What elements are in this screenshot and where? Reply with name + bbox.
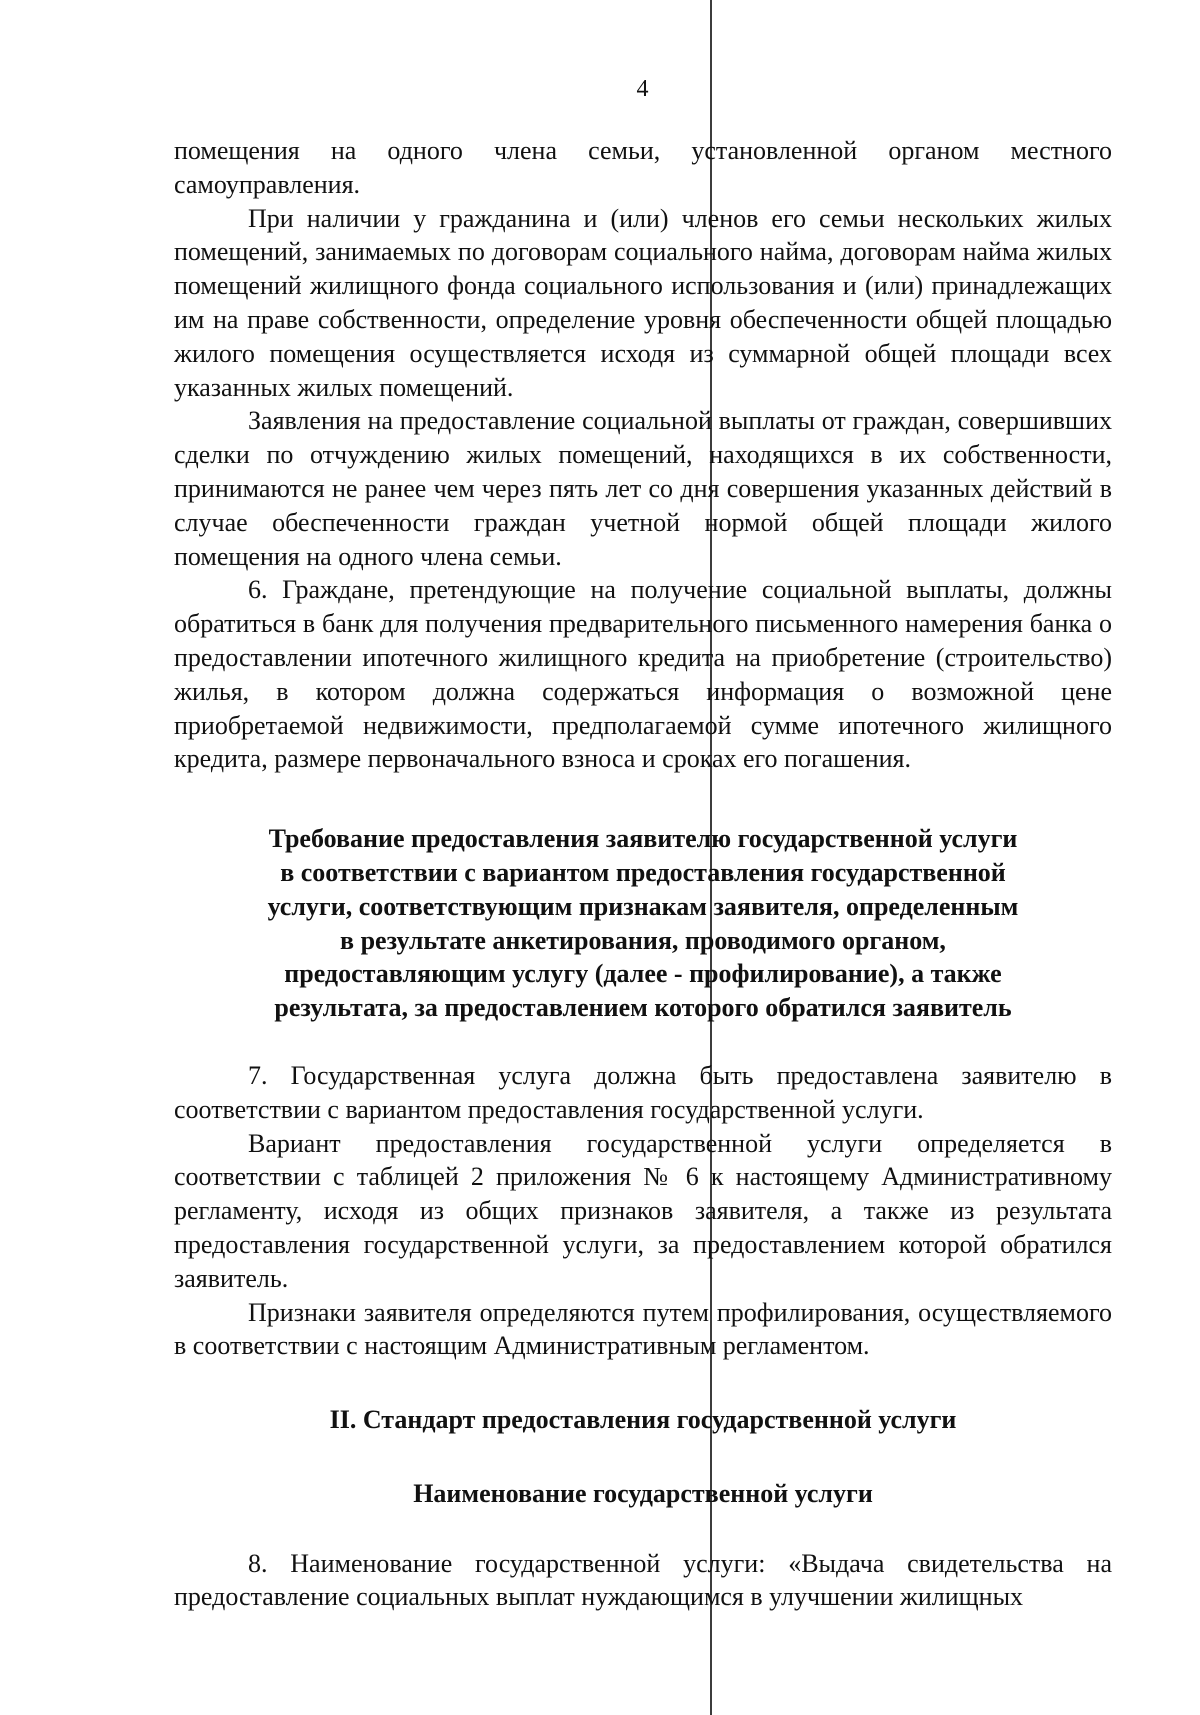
paragraph-multiple-dwellings: При наличии у гражданина и (или) членов его семьи нескольких жилых помещений, занимаемых по договорам социального найма, договорам найма жилых помещений жилищного фонда социального использования и (или) принадлежащих им на праве собственности, определение уровня обеспеченности общей площадью жилого помещения осуществляется исходя из суммарной общей площади всех указанных жилых помещений. [174,203,1112,402]
paragraph-alienation-deals: Заявления на предоставление социальной выплаты от граждан, совершивших сделки по отчуждению жилых помещений, находящихся в их собственности, принимаются не ранее чем через пять лет со дня совершения указанных действий в случае обеспеченности граждан учетной нормой общей площади жилого помещения на одного члена семьи. [174,406,1112,571]
paragraph-continuation: помещения на одного члена семьи, установленной органом местного самоуправления. [174,136,1112,199]
subsection-title: Наименование государственной услуги [413,1478,873,1508]
section-title: II. Стандарт предоставления государственной услуги [329,1405,957,1435]
heading-line: услуги, соответствующим признакам заявителя, определенным [267,891,1019,921]
heading-variant-requirement [174,822,1112,1025]
heading-line: в результате анкетирования, проводимого органом, [340,925,946,955]
paragraph-variant-definition: Вариант предоставления государственной услуги определяется в соответствии с таблицей 2 приложения № 6 к настоящему Административному регламенту, исходя из общих признаков заявителя, а также из результата предоставления государственной услуги, за предоставлением которой обратился заявитель. [174,1128,1112,1293]
paragraph-item-6: 6. Граждане, претендующие на получение социальной выплаты, должны обратиться в банк для получения предварительного письменного намерения банка о предоставлении ипотечного жилищного кредита на приобретение (строительство) жилья, в котором должна содержаться информация о возможной цене приобретаемой недвижимости, предполагаемой сумме ипотечного жилищного кредита, размере первоначального взноса и сроках его погашения. [174,575,1112,774]
heading-line: Требование предоставления заявителю государственной услуги [268,824,1018,854]
heading-line: предоставляющим услугу (далее - профилирование), а также [284,959,1002,989]
paragraph-item-7: 7. Государственная услуга должна быть предоставлена заявителю в соответствии с вариантом предоставления государственной услуги. [174,1060,1112,1124]
document-body [174,134,1112,1614]
page-number: 4 [636,76,649,102]
heading-line: в соответствии с вариантом предоставления государственной [280,857,1006,887]
paragraph-profiling: Признаки заявителя определяются путем профилирования, осуществляемого в соответствии с настоящим Административным регламентом. [174,1297,1112,1361]
paragraph-item-8: 8. Наименование государственной услуги: «Выдача свидетельства на предоставление социальных выплат нуждающимся в улучшении жилищных [174,1548,1112,1612]
heading-line: результата, за предоставлением которого обратился заявитель [274,993,1012,1023]
